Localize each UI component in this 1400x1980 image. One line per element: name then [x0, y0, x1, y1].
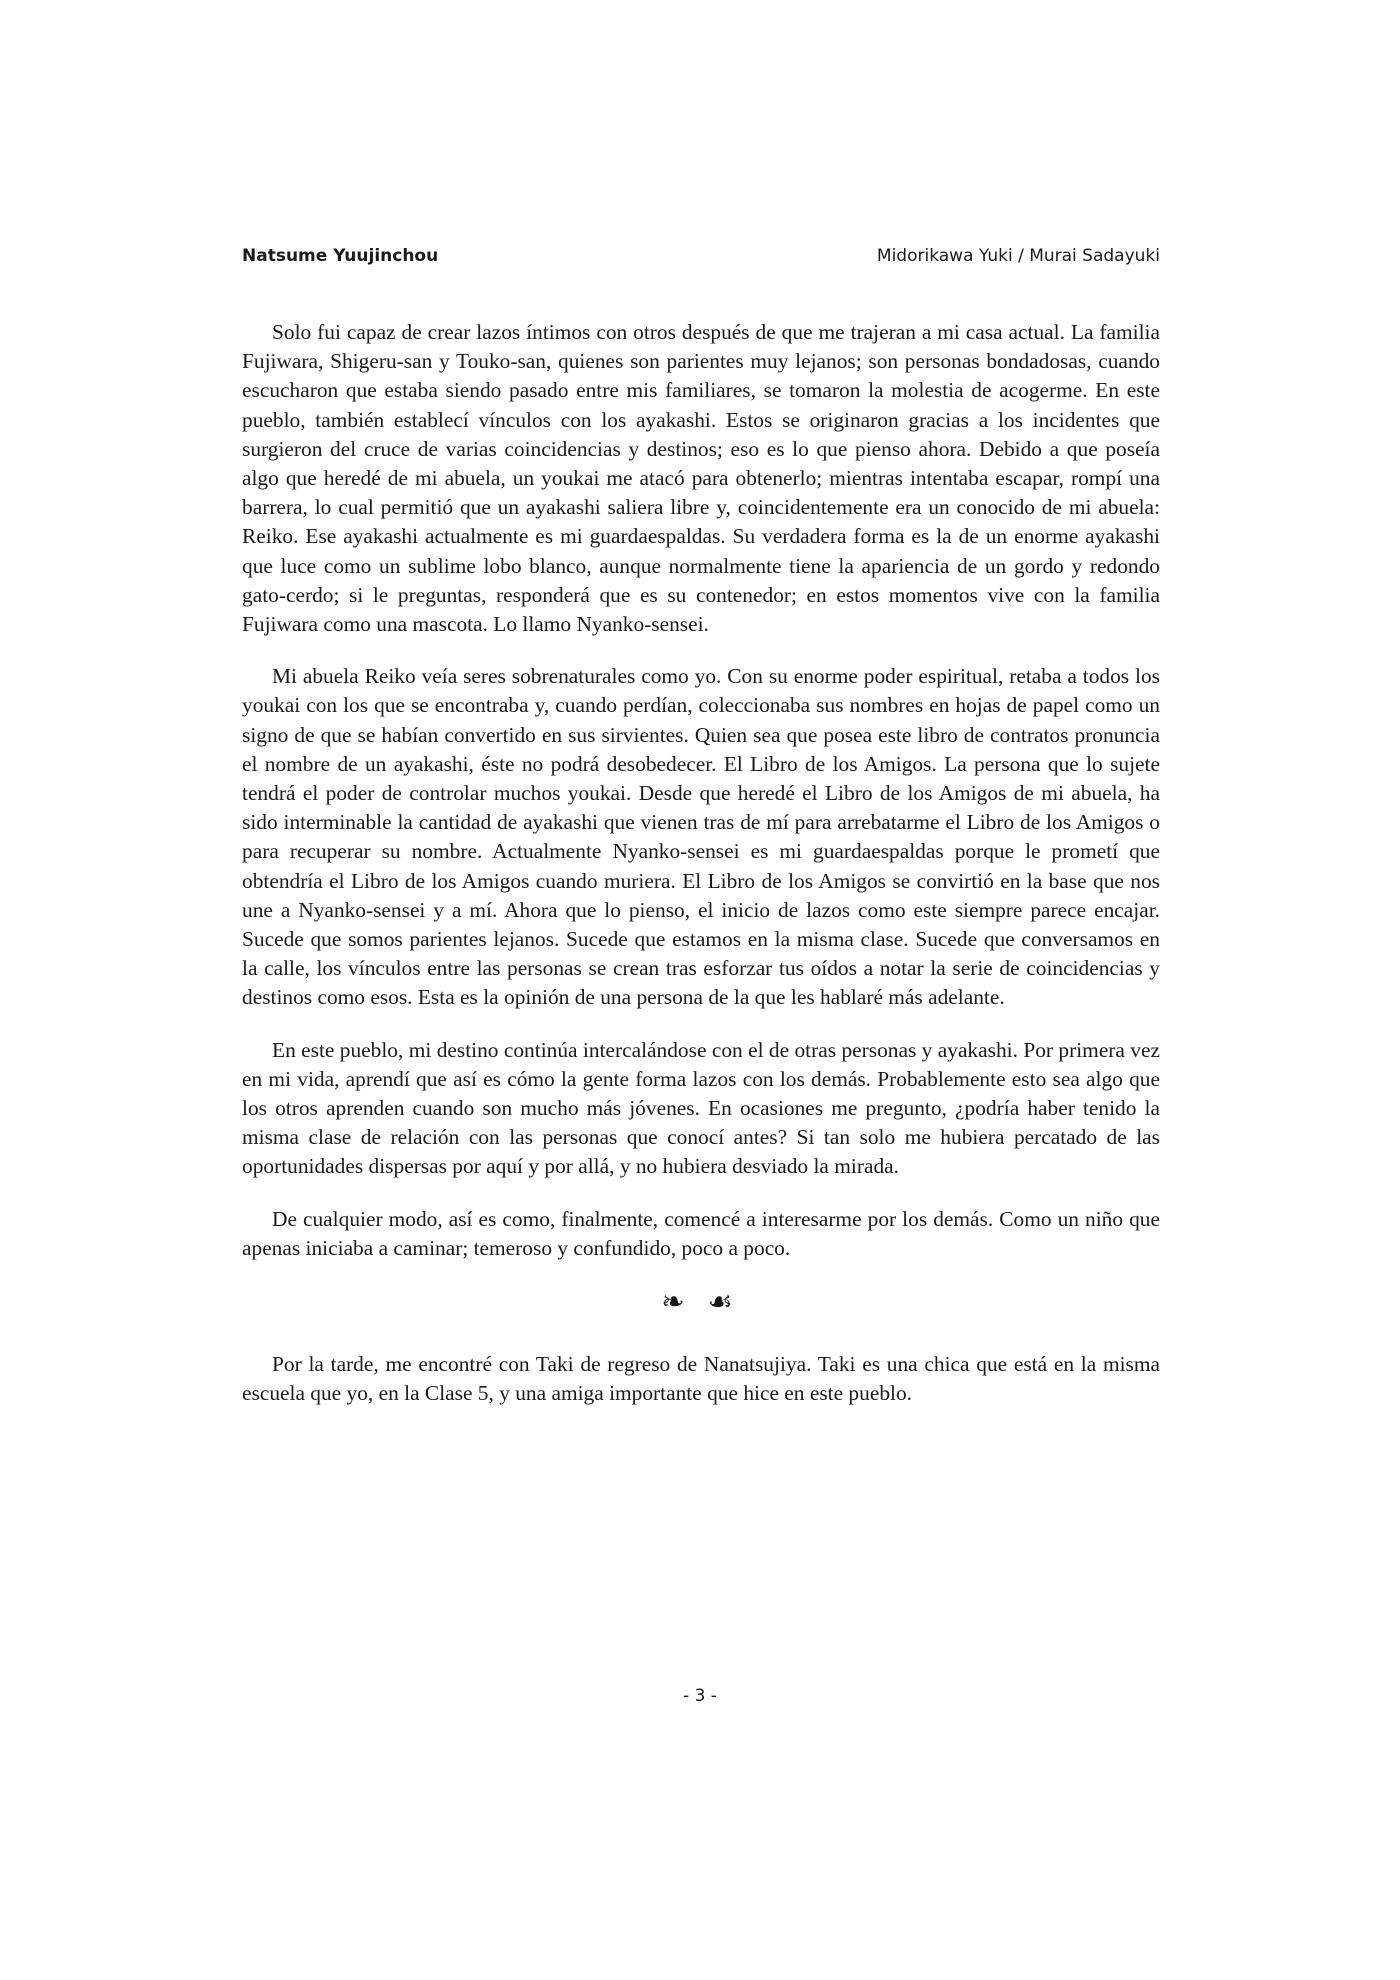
paragraph-4: De cualquier modo, así es como, finalmente, comencé a interesarme por los demás. Como un niño que apenas iniciaba a caminar; temeroso y confundido, poco a poco. — [242, 1206, 1160, 1260]
body-text — [242, 318, 1160, 1432]
paragraph-2: Mi abuela Reiko veía seres sobrenaturales como yo. Con su enorme poder espiritual, retaba a todos los youkai con los que se encontraba y, cuando perdían, coleccionaba sus nombres en hojas de papel como un signo de que se habían convertido en sus sirvientes. Quien sea que posea este libro de contratos pronuncia el nombre de un ayakashi, éste no podrá desobedecer. El Libro de los Amigos. La persona que lo sujete tendrá el poder de controlar muchos youkai. Desde que heredé el Libro de los Amigos de mi abuela, ha sido interminable la cantidad de ayakashi que vienen tras de mí para arrebatarme el Libro de los Amigos o para recuperar su nombre. Actualmente Nyanko-sensei es mi guardaespaldas porque le prometí que obtendría el Libro de los Amigos cuando muriera. El Libro de los Amigos se convirtió en la base que nos une a Nyanko-sensei y a mí. Ahora que lo pienso, el inicio de lazos como este siempre parece encajar. Sucede que somos parientes lejanos. Sucede que estamos en la misma clase. Sucede que conversamos en la calle, los vínculos entre las personas se crean tras esforzar tus oídos a notar la serie de coincidencias y destinos como esos. Esta es la opinión de una persona de la que les hablaré más adelante. — [242, 664, 1160, 1010]
header-authors: Midorikawa Yuki / Murai Sadayuki — [876, 246, 1160, 266]
paragraph-5: Por la tarde, me encontré con Taki de regreso de Nanatsujiya. Taki es una chica que está en la misma escuela que yo, en la Clase 5, y una amiga importante que hice en este pueblo. — [242, 1352, 1160, 1406]
page-number: - 3 - — [683, 1686, 717, 1706]
header-book-title: Natsume Yuujinchou — [242, 246, 439, 266]
section-break-ornament-icon: ❧ ☙ — [661, 1287, 741, 1319]
paragraph-1: Solo fui capaz de crear lazos íntimos con otros después de que me trajeran a mi casa actual. La familia Fujiwara, Shigeru-san y Touko-san, quienes son parientes muy lejanos; son personas bondadosas, cuando escucharon que estaba siendo pasado entre mis familiares, se tomaron la molestia de acogerme. En este pueblo, también establecí vínculos con los ayakashi. Estos se originaron gracias a los incidentes que surgieron del cruce de varias coincidencias y destinos; eso es lo que pienso ahora. Debido a que poseía algo que heredé de mi abuela, un youkai me atacó para obtenerlo; mientras intentaba escapar, rompí una barrera, lo cual permitió que un ayakashi saliera libre y, coincidentemente era un conocido de mi abuela: Reiko. Ese ayakashi actualmente es mi guardaespaldas. Su verdadera forma es la de un enorme ayakashi que luce como un sublime lobo blanco, aunque normalmente tiene la apariencia de un gordo y redondo gato-cerdo; si le preguntas, responderá que es su contenedor; en estos momentos vive con la familia Fujiwara como una mascota. Lo llamo Nyanko-sensei. — [242, 320, 1160, 637]
running-header — [242, 246, 1160, 266]
paragraph-3: En este pueblo, mi destino continúa intercalándose con el de otras personas y ayakashi. Por primera vez en mi vida, aprendí que así es cómo la gente forma lazos con los demás. Probablemente esto sea algo que los otros aprenden cuando son mucho más jóvenes. En ocasiones me pregunto, ¿podría haber tenido la misma clase de relación con las personas que conocí antes? Si tan solo me hubiera percatado de las oportunidades dispersas por aquí y por allá, y no hubiera desviado la mirada. — [242, 1037, 1160, 1179]
